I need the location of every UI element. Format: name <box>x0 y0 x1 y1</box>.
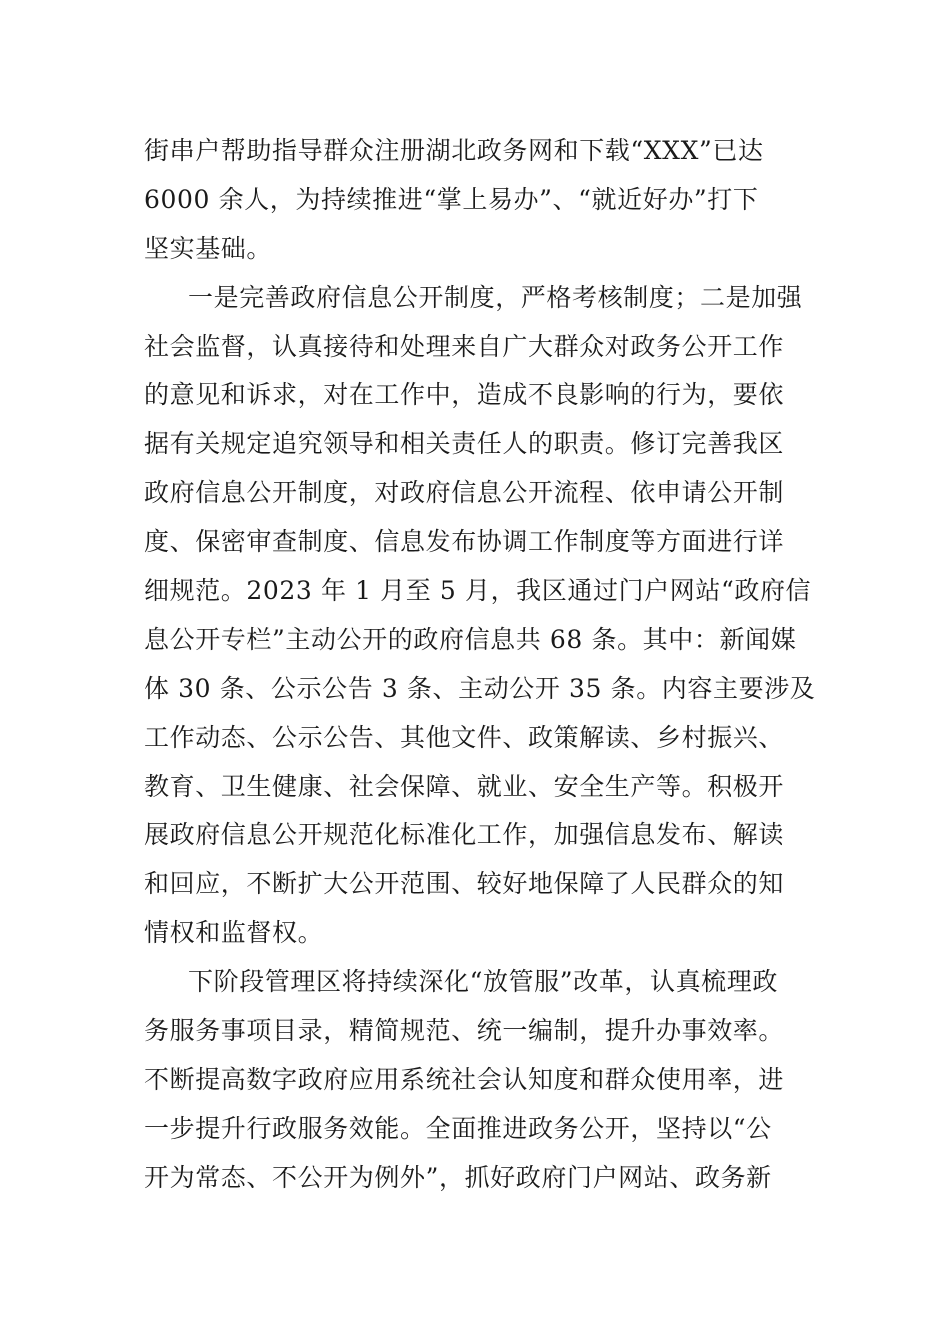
text-line: 街串户帮助指导群众注册湖北政务网和下载“XXX”已达 <box>144 136 764 165</box>
text-line: 一步提升行政服务效能。全面推进政务公开，坚持以“公 <box>144 1113 772 1143</box>
text-line: 6000 余人，为持续推进“掌上易办”、“就近好办”打下 <box>144 184 759 214</box>
text-line: 开为常态、不公开为例外”，抓好政府门户网站、政务新 <box>144 1162 772 1192</box>
text-line: 的意见和诉求，对在工作中，造成不良影响的行为，要依 <box>144 380 785 410</box>
text-line: 一是完善政府信息公开制度，严格考核制度；二是加强 <box>188 282 803 312</box>
text-line: 下阶段管理区将持续深化“放管服”改革，认真梳理政 <box>188 967 778 997</box>
text-line: 情权和监督权。 <box>144 918 324 948</box>
text-line: 务服务事项目录，精简规范、统一编制，提升办事效率。 <box>144 1016 785 1046</box>
text-line: 展政府信息公开规范化标准化工作，加强信息发布、解读 <box>144 820 785 850</box>
document-body <box>144 127 816 1203</box>
text-line: 坚实基础。 <box>144 233 273 263</box>
text-line: 不断提高数字政府应用系统社会认知度和群众使用率，进 <box>144 1064 785 1094</box>
text-line: 工作动态、公示公告、其他文件、政策解读、乡村振兴、 <box>144 722 785 752</box>
text-line: 社会监督，认真接待和处理来自广大群众对政务公开工作 <box>144 331 785 361</box>
text-line: 教育、卫生健康、社会保障、就业、安全生产等。积极开 <box>144 771 785 801</box>
text-line: 政府信息公开制度，对政府信息公开流程、依申请公开制 <box>144 478 785 508</box>
text-line: 和回应，不断扩大公开范围、较好地保障了人民群众的知 <box>144 869 785 899</box>
text-line: 体 30 条、公示公告 3 条、主动公开 35 条。内容主要涉及 <box>144 673 816 703</box>
text-line: 据有关规定追究领导和相关责任人的职责。修订完善我区 <box>144 429 785 459</box>
text-line: 细规范。2023 年 1 月至 5 月，我区通过门户网站“政府信 <box>144 576 812 606</box>
text-line: 息公开专栏”主动公开的政府信息共 68 条。其中：新闻媒 <box>144 624 797 654</box>
text-line: 度、保密审查制度、信息发布协调工作制度等方面进行详 <box>144 527 785 557</box>
